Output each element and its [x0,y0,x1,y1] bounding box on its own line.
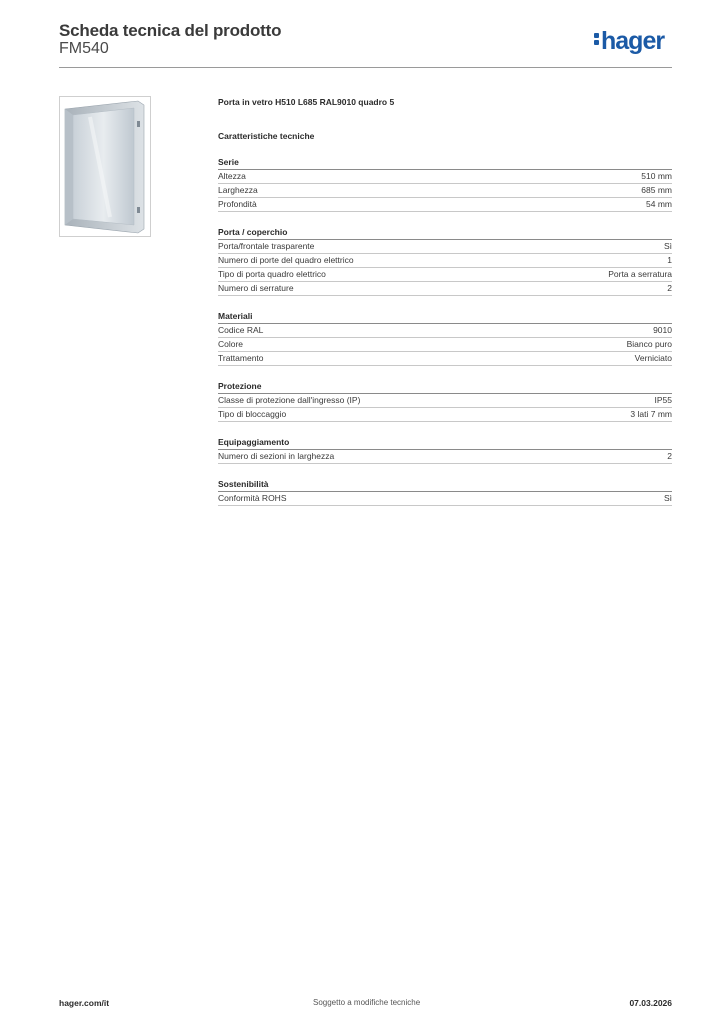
spec-label: Codice RAL [218,325,264,335]
spec-section [218,380,672,422]
footer-note: Soggetto a modifiche tecniche [313,998,421,1007]
spec-label: Porta/frontale trasparente [218,241,315,251]
spec-value: IP55 [654,395,672,405]
spec-row [218,184,672,198]
spec-row [218,338,672,352]
spec-value: 54 mm [646,199,672,209]
spec-label: Colore [218,339,244,349]
spec-value: 510 mm [641,171,672,181]
footer-date: 07.03.2026 [629,998,672,1008]
header-divider [59,67,672,68]
logo-dots-icon [594,31,599,47]
spec-value: 3 lati 7 mm [630,409,672,419]
section-title: Serie [218,156,672,170]
spec-value: Bianco puro [626,339,672,349]
section-title: Protezione [218,380,672,394]
spec-label: Tipo di porta quadro elettrico [218,269,326,279]
spec-section [218,436,672,464]
spec-column [218,96,672,506]
section-title: Porta / coperchio [218,226,672,240]
spec-section [218,310,672,366]
spec-row [218,394,672,408]
spec-value: 2 [667,451,672,461]
spec-row [218,492,672,506]
product-code: FM540 [59,40,109,57]
page-title: Scheda tecnica del prodotto [59,21,282,40]
logo-text: hager [601,27,665,55]
spec-label: Numero di porte del quadro elettrico [218,255,354,265]
spec-label: Classe di protezione dall'ingresso (IP) [218,395,361,405]
spec-label: Conformità ROHS [218,493,287,503]
spec-row [218,450,672,464]
section-title: Equipaggiamento [218,436,672,450]
spec-value: Verniciato [634,353,672,363]
section-title: Sostenibilità [218,478,672,492]
spec-row [218,282,672,296]
spec-label: Larghezza [218,185,258,195]
spec-value: 2 [667,283,672,293]
spec-label: Trattamento [218,353,264,363]
glass-door-icon [60,97,150,236]
spec-value: 1 [667,255,672,265]
spec-sections [218,156,672,506]
product-title: Porta in vetro H510 L685 RAL9010 quadro 5 [218,97,395,107]
spec-row [218,268,672,282]
spec-section [218,226,672,296]
spec-section [218,478,672,506]
spec-value: 685 mm [641,185,672,195]
spec-section [218,156,672,212]
spec-label: Numero di sezioni in larghezza [218,451,335,461]
spec-value: 9010 [653,325,672,335]
spec-row [218,170,672,184]
product-image [59,96,151,237]
spec-label: Tipo di bloccaggio [218,409,287,419]
spec-row [218,324,672,338]
spec-label: Altezza [218,171,246,181]
spec-label: Numero di serrature [218,283,294,293]
hager-logo [594,27,664,55]
footer-website: hager.com/it [59,998,110,1008]
spec-label: Profondità [218,199,257,209]
specs-heading: Caratteristiche tecniche [218,131,315,141]
spec-value: Sì [663,241,672,251]
spec-row [218,254,672,268]
spec-row [218,240,672,254]
spec-value: Sì [663,493,672,503]
spec-row [218,198,672,212]
section-title: Materiali [218,310,672,324]
spec-value: Porta a serratura [608,269,672,279]
spec-row [218,408,672,422]
spec-row [218,352,672,366]
